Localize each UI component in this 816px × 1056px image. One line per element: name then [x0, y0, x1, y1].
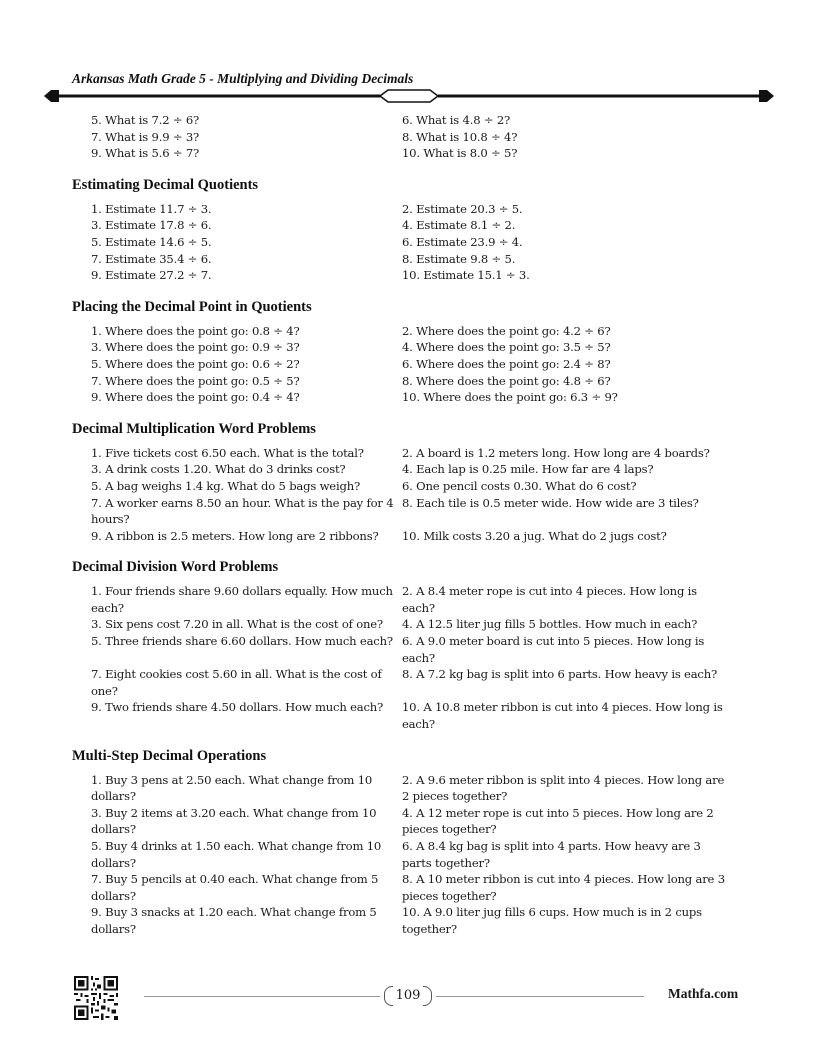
- problem-item: 1. Buy 3 pens at 2.50 each. What change from 10 dollars?: [91, 772, 373, 804]
- problem-item: 9. Estimate 27.2 ÷ 7.: [91, 268, 212, 283]
- problem-item: 6. Where does the point go: 2.4 ÷ 8?: [402, 356, 611, 371]
- worksheet-section: [72, 176, 732, 284]
- problem-item: 3. Estimate 17.8 ÷ 6.: [91, 218, 212, 233]
- problem-item: 5. Where does the point go: 0.6 ÷ 2?: [91, 356, 300, 371]
- problem-item: 10. Milk costs 3.20 a jug. What do 2 jugs cost?: [402, 528, 667, 543]
- section-title: Decimal Multiplication Word Problems: [72, 420, 316, 437]
- problem-item: 8. Estimate 9.8 ÷ 5.: [402, 251, 516, 266]
- problem-item: 9. What is 5.6 ÷ 7?: [91, 146, 200, 161]
- section-title: Multi-Step Decimal Operations: [72, 747, 267, 764]
- problem-item: 7. Eight cookies cost 5.60 in all. What is the cost of one?: [91, 667, 382, 698]
- problem-item: 7. What is 9.9 ÷ 3?: [91, 129, 200, 144]
- problem-item: 5. A bag weighs 1.4 kg. What do 5 bags weigh?: [91, 478, 360, 493]
- problem-item: 10. Where does the point go: 6.3 ÷ 9?: [402, 390, 618, 405]
- problem-item: 2. A 9.6 meter ribbon is split into 4 pieces. How long are 2 pieces together?: [402, 772, 725, 804]
- problem-item: 3. Buy 2 items at 3.20 each. What change from 10 dollars?: [91, 805, 377, 837]
- problem-list: [72, 323, 732, 406]
- worksheet-section: [72, 420, 732, 545]
- section-title: Decimal Division Word Problems: [72, 559, 279, 576]
- problem-list: [72, 201, 732, 284]
- problem-item: 7. A worker earns 8.50 an hour. What is the pay for 4 hours?: [91, 495, 394, 527]
- problem-item: 5. Buy 4 drinks at 1.50 each. What change from 10 dollars?: [91, 839, 382, 870]
- problem-item: 1. Five tickets cost 6.50 each. What is the total?: [91, 445, 364, 460]
- problem-item: 10. A 10.8 meter ribbon is cut into 4 pieces. How long is each?: [402, 700, 723, 732]
- problem-item: 2. Estimate 20.3 ÷ 5.: [402, 201, 523, 216]
- problem-item: 4. Estimate 8.1 ÷ 2.: [402, 218, 516, 233]
- problem-item: 5. Three friends share 6.60 dollars. How much each?: [91, 634, 393, 649]
- problem-item: 7. Buy 5 pencils at 0.40 each. What change from 5 dollars?: [91, 872, 379, 903]
- problem-item: 1. Where does the point go: 0.8 ÷ 4?: [91, 323, 300, 338]
- problem-item: 6. One pencil costs 0.30. What do 6 cost?: [402, 478, 637, 493]
- problem-item: 9. Buy 3 snacks at 1.20 each. What change from 5 dollars?: [91, 905, 377, 936]
- footer-rule-right: [436, 996, 644, 997]
- problem-list: [72, 772, 732, 938]
- problem-item: 4. Where does the point go: 3.5 ÷ 5?: [402, 340, 611, 355]
- top-problem-list: [72, 112, 732, 162]
- section-title: Placing the Decimal Point in Quotients: [72, 298, 312, 315]
- problem-item: 3. Six pens cost 7.20 in all. What is the cost of one?: [91, 617, 383, 632]
- worksheet-section: [72, 558, 732, 732]
- problem-item: 6. What is 4.8 ÷ 2?: [402, 113, 511, 127]
- problem-item: 5. Estimate 14.6 ÷ 5.: [91, 234, 212, 249]
- problem-item: 8. A 7.2 kg bag is split into 6 parts. How heavy is each?: [402, 667, 718, 682]
- problem-list: [72, 583, 732, 732]
- problem-item: 1. Estimate 11.7 ÷ 3.: [91, 201, 212, 216]
- problem-item: 9. Two friends share 4.50 dollars. How much each?: [91, 700, 384, 715]
- problem-item: 6. A 9.0 meter board is cut into 5 pieces. How long is each?: [402, 634, 705, 665]
- problem-item: 3. A drink costs 1.20. What do 3 drinks cost?: [91, 462, 346, 477]
- problem-item: 5. What is 7.2 ÷ 6?: [91, 113, 200, 127]
- problem-item: 10. What is 8.0 ÷ 5?: [402, 146, 518, 161]
- problem-item: 8. A 10 meter ribbon is cut into 4 pieces. How long are 3 pieces together?: [402, 872, 725, 903]
- site-brand: Mathfa.com: [668, 986, 739, 1001]
- problem-item: 9. Where does the point go: 0.4 ÷ 4?: [91, 390, 300, 405]
- page-number-text: 109: [395, 988, 421, 1003]
- problem-item: 2. A board is 1.2 meters long. How long are 4 boards?: [402, 445, 710, 460]
- worksheet-content: [72, 112, 732, 938]
- problem-item: 8. Each tile is 0.5 meter wide. How wide are 3 tiles?: [402, 495, 699, 510]
- problem-item: 4. A 12.5 liter jug fills 5 bottles. How much in each?: [402, 617, 698, 632]
- problem-item: 9. A ribbon is 2.5 meters. How long are 2 ribbons?: [91, 528, 379, 543]
- worksheet-section: [72, 298, 732, 406]
- problem-item: 10. Estimate 15.1 ÷ 3.: [402, 268, 530, 283]
- section-title: Estimating Decimal Quotients: [72, 176, 259, 193]
- worksheet-section: [72, 747, 732, 938]
- problem-list: [72, 445, 732, 545]
- problem-item: 2. Where does the point go: 4.2 ÷ 6?: [402, 323, 611, 338]
- problem-item: 6. A 8.4 kg bag is split into 4 parts. How heavy are 3 parts together?: [402, 839, 701, 870]
- problem-item: 7. Where does the point go: 0.5 ÷ 5?: [91, 373, 300, 388]
- problem-item: 7. Estimate 35.4 ÷ 6.: [91, 251, 212, 266]
- problem-item: 8. Where does the point go: 4.8 ÷ 6?: [402, 373, 611, 388]
- header-divider-ornament: [44, 88, 774, 104]
- problem-item: 4. A 12 meter rope is cut into 5 pieces. How long are 2 pieces together?: [402, 805, 714, 837]
- problem-item: 2. A 8.4 meter rope is cut into 4 pieces. How long is each?: [402, 584, 697, 615]
- problem-item: 4. Each lap is 0.25 mile. How far are 4 laps?: [402, 462, 654, 477]
- footer-rule-left: [144, 996, 380, 997]
- problem-item: 10. A 9.0 liter jug fills 6 cups. How much is in 2 cups together?: [402, 905, 702, 936]
- page-number: [384, 985, 432, 1007]
- problem-item: 1. Four friends share 9.60 dollars equally. How much each?: [91, 584, 393, 615]
- qr-code-icon: [74, 976, 118, 1020]
- page-header-title: Arkansas Math Grade 5 - Multiplying and Dividing Decimals: [72, 71, 414, 86]
- problem-item: 8. What is 10.8 ÷ 4?: [402, 129, 518, 144]
- problem-item: 6. Estimate 23.9 ÷ 4.: [402, 234, 523, 249]
- problem-item: 3. Where does the point go: 0.9 ÷ 3?: [91, 340, 300, 355]
